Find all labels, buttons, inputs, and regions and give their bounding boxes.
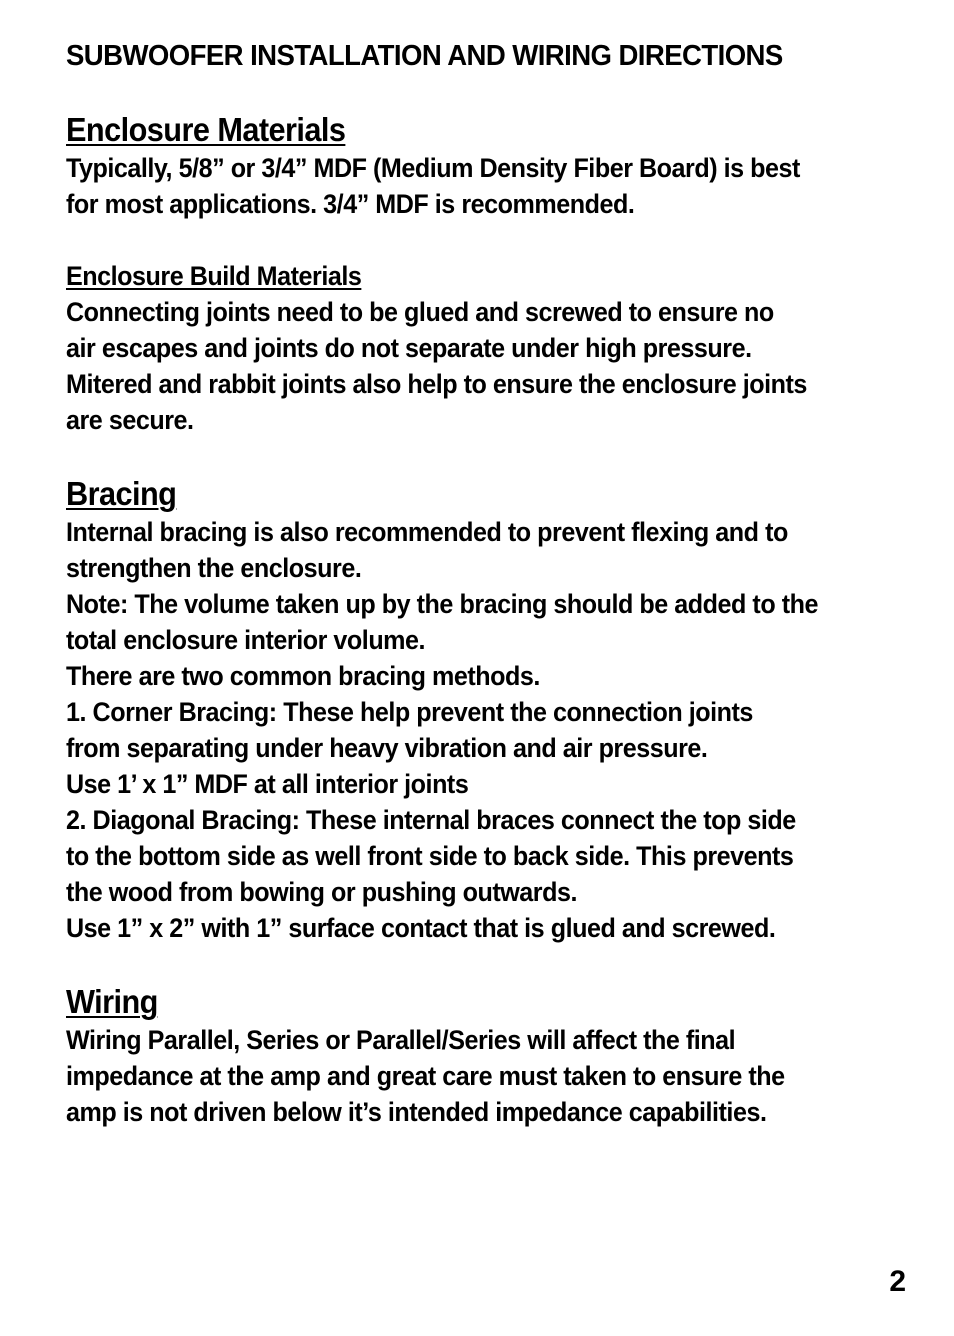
section-enclosure-build-materials <box>66 258 896 438</box>
section-wiring <box>66 982 896 1130</box>
section-heading: Wiring <box>66 983 158 1020</box>
paragraph-line: amp is not driven below it’s intended impedance capabilities. <box>66 1097 767 1127</box>
paragraph-line: Wiring Parallel, Series or Parallel/Series will affect the final <box>66 1025 736 1055</box>
paragraph-line: to the bottom side as well front side to back side. This prevents <box>66 841 794 871</box>
paragraph-line: Typically, 5/8” or 3/4” MDF (Medium Density Fiber Board) is best <box>66 153 800 183</box>
document-page <box>66 36 896 1130</box>
section-heading: Bracing <box>66 475 177 512</box>
document-title: SUBWOOFER INSTALLATION AND WIRING DIRECTIONS <box>66 40 783 72</box>
page-number: 2 <box>889 1265 906 1298</box>
paragraph-line: total enclosure interior volume. <box>66 625 426 655</box>
section-enclosure-materials <box>66 110 896 222</box>
paragraph-line: the wood from bowing or pushing outwards. <box>66 877 577 907</box>
paragraph-line: Note: The volume taken up by the bracing should be added to the <box>66 589 818 619</box>
paragraph-line: Internal bracing is also recommended to prevent flexing and to <box>66 517 788 547</box>
spacer <box>66 76 896 110</box>
paragraph-line: strengthen the enclosure. <box>66 553 362 583</box>
paragraph-line: for most applications. 3/4” MDF is recommended. <box>66 189 635 219</box>
paragraph-line: from separating under heavy vibration and air pressure. <box>66 733 708 763</box>
paragraph-line: 1. Corner Bracing: These help prevent the connection joints <box>66 697 753 727</box>
spacer <box>66 222 896 258</box>
paragraph-line: Connecting joints need to be glued and screwed to ensure no <box>66 297 774 327</box>
paragraph-line: Use 1’ x 1” MDF at all interior joints <box>66 769 469 799</box>
paragraph-line: impedance at the amp and great care must taken to ensure the <box>66 1061 785 1091</box>
section-bracing <box>66 474 896 946</box>
paragraph-line: Mitered and rabbit joints also help to ensure the enclosure joints <box>66 369 807 399</box>
paragraph-line: are secure. <box>66 405 194 435</box>
sub-heading: Enclosure Build Materials <box>66 261 362 291</box>
paragraph-line: air escapes and joints do not separate under high pressure. <box>66 333 752 363</box>
spacer <box>66 438 896 474</box>
paragraph-line: 2. Diagonal Bracing: These internal braces connect the top side <box>66 805 796 835</box>
paragraph-line: There are two common bracing methods. <box>66 661 540 691</box>
section-heading: Enclosure Materials <box>66 111 346 148</box>
spacer <box>66 946 896 982</box>
paragraph-line: Use 1” x 2” with 1” surface contact that is glued and screwed. <box>66 913 776 943</box>
